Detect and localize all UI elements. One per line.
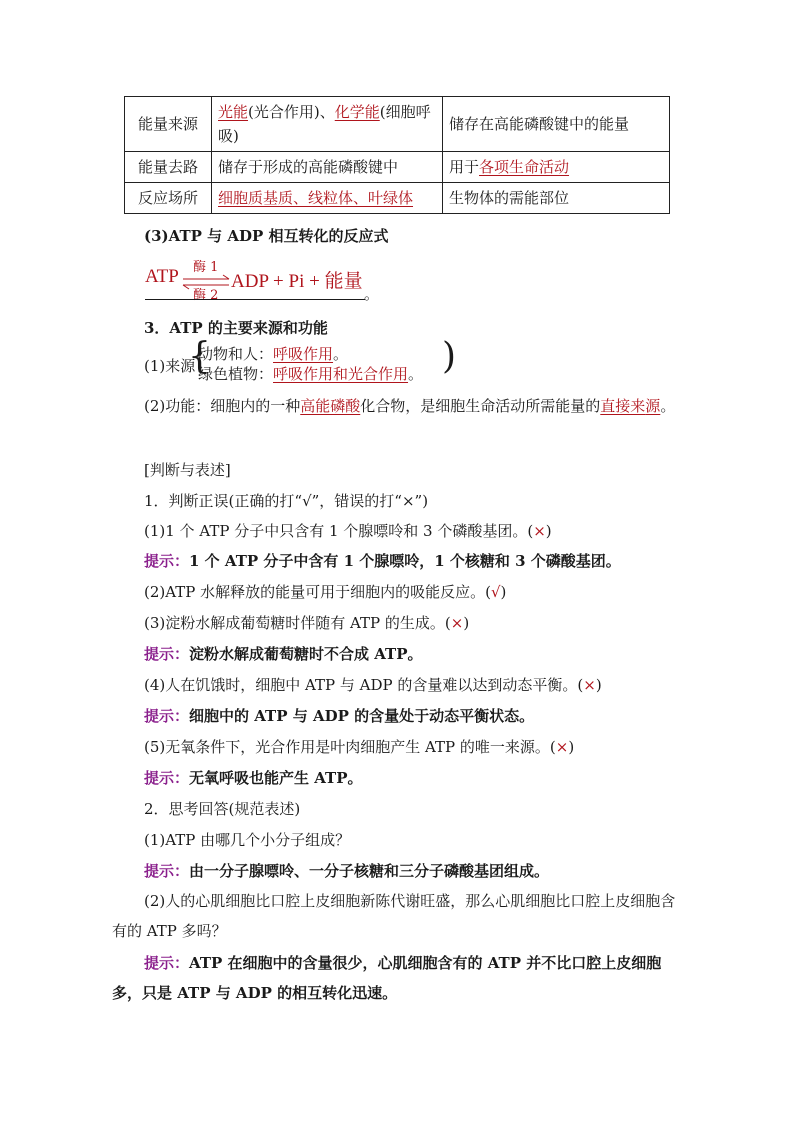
mid-cell: 储存于形成的高能磷酸键中: [212, 152, 443, 183]
section-heading: 3．ATP 的主要来源和功能: [144, 319, 328, 337]
enzyme-2: 酶 2: [193, 288, 219, 303]
judge-item: (3)淀粉水解成葡萄糖时伴随有 ATP 的生成。(×): [144, 614, 470, 632]
judge-title: [判断与表述]: [144, 461, 231, 479]
source-label: (1)来源: [144, 357, 196, 375]
energy-source-cell: 光能(光合作用)、化学能(细胞呼吸): [212, 97, 443, 152]
animal-source: 动物和人：呼吸作用。: [198, 345, 349, 363]
plant-source: 绿色植物：呼吸作用和光合作用。: [198, 365, 424, 383]
table-row: [125, 152, 670, 183]
table-row: [125, 97, 670, 152]
question-2-1: (1)ATP 由哪几个小分子组成？: [144, 831, 351, 849]
enzyme-1: 酶 1: [193, 260, 219, 275]
row-label: 能量来源: [125, 97, 212, 152]
right-cell: 生物体的需能部位: [443, 183, 670, 214]
judge-item: (5)无氧条件下，光合作用是叶肉细胞产生 ATP 的唯一来源。(×): [144, 738, 575, 756]
question-1-title: 1．判断正误(正确的打“√”，错误的打“×”): [144, 492, 429, 510]
question-2-2: (2)人的心肌细胞比口腔上皮细胞新陈代谢旺盛，那么心肌细胞比口腔上皮细胞含有的 ATP 多吗？: [112, 892, 676, 940]
judge-item: (2)ATP 水解释放的能量可用于细胞内的吸能反应。(√): [144, 583, 507, 601]
formula-underline: [145, 299, 365, 300]
right-brace: ): [442, 336, 457, 377]
comparison-table: [124, 96, 670, 214]
formula-left: ATP: [145, 266, 179, 287]
section-heading: (3)ATP 与 ADP 相互转化的反应式: [144, 227, 389, 245]
hint-line: 提示：无氧呼吸也能产生 ATP。: [144, 769, 363, 787]
hint-line: 提示：淀粉水解成葡萄糖时不合成 ATP。: [144, 645, 423, 663]
mid-cell: 细胞质基质、线粒体、叶绿体: [212, 183, 443, 214]
right-cell: 储存在高能磷酸键中的能量: [443, 97, 670, 152]
judge-item: (1)1 个 ATP 分子中只含有 1 个腺嘌呤和 3 个磷酸基团。(×): [144, 522, 552, 540]
row-label: 能量去路: [125, 152, 212, 183]
source-brace-group: [188, 336, 458, 384]
hint-line: 提示：由一分子腺嘌呤、一分子核糖和三分子磷酸基团组成。: [144, 862, 550, 880]
hint-line: 提示：细胞中的 ATP 与 ADP 的含量处于动态平衡状态。: [144, 707, 535, 725]
formula-period: 。: [364, 285, 380, 303]
question-2-title: 2．思考回答(规范表述): [144, 800, 301, 818]
hint-line: 提示：1 个 ATP 分子中含有 1 个腺嘌呤，1 个核糖和 3 个磷酸基团。: [144, 552, 621, 570]
right-cell: 用于各项生命活动: [443, 152, 670, 183]
table-row: [125, 183, 670, 214]
row-label: 反应场所: [125, 183, 212, 214]
formula-right: ADP + Pi + 能量: [231, 271, 363, 292]
hint-paragraph: 提示：ATP 在细胞中的含量很少，心肌细胞含有的 ATP 并不比口腔上皮细胞多，只是 ATP 与 ADP 的相互转化迅速。: [112, 954, 662, 1002]
judge-item: (4)人在饥饿时，细胞中 ATP 与 ADP 的含量难以达到动态平衡。(×): [144, 676, 602, 694]
function-paragraph: (2)功能：细胞内的一种高能磷酸化合物，是细胞生命活动所需能量的直接来源。: [144, 397, 676, 415]
left-brace: {: [188, 336, 211, 377]
